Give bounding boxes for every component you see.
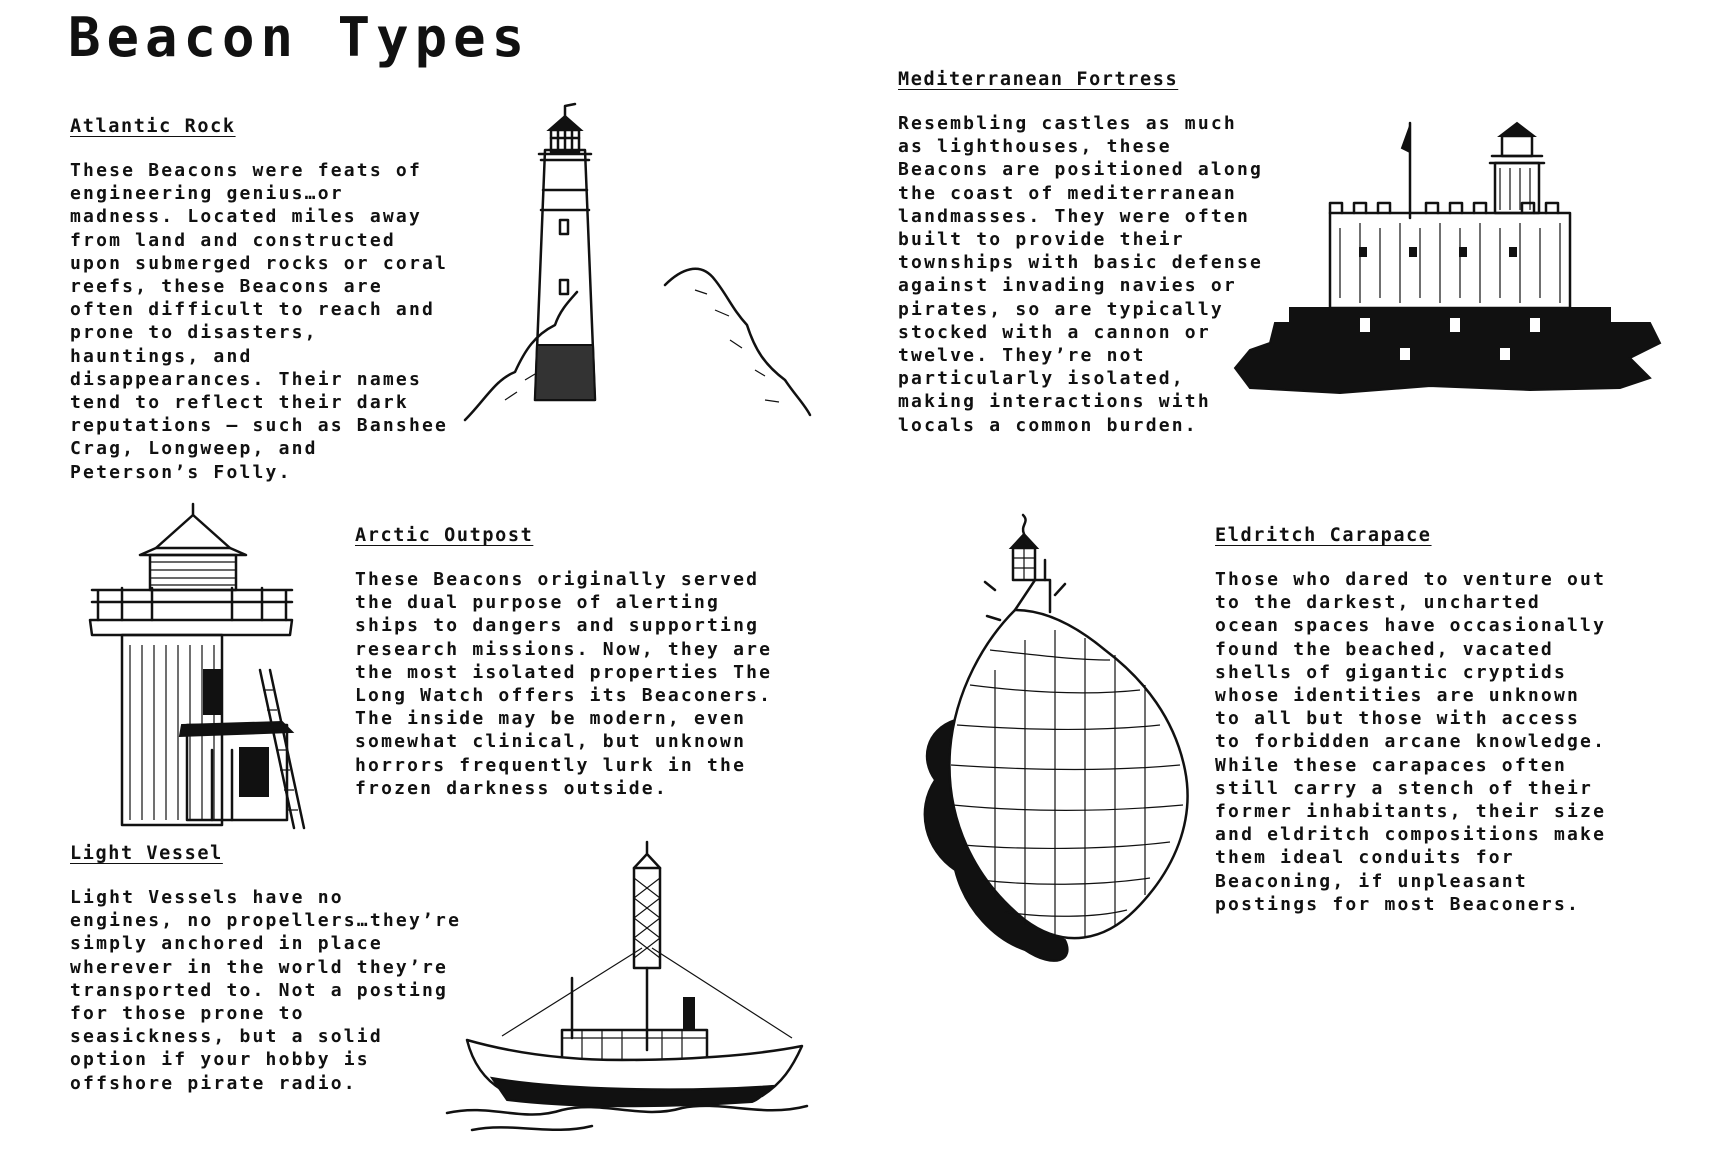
section-heading: Arctic Outpost [355,525,534,546]
section-eldritch-carapace [1215,525,1606,916]
section-body: Those who dared to venture out to the darkest, uncharted ocean spaces have occasionally found the beached, vacated shells of gigantic cryptids whose identities are unknown to all but those with access to forbidden arcane knowledge. While these carapaces often still carry a stench of their former inhabitants, their size and eldritch compositions make them ideal conduits for Beaconing, if unpleasant postings for most Beaconers. [1215,569,1607,915]
section-light-vessel [70,843,461,1095]
section-heading: Mediterranean Fortress [898,69,1179,90]
rock-lighthouse-icon [465,110,815,430]
section-body: These Beacons were feats of engineering genius…or madness. Located miles away from land and constructed upon submerged rocks or coral reefs, these Beacons are often difficult to reach and prone to disasters, hauntings, and disappearances. Their names tend to reflect their dark reputations – such as Banshee Crag, Longweep, and Peterson’s Folly. [70,160,449,483]
fortress-lighthouse-icon [1230,118,1670,438]
section-body: These Beacons originally served the dual purpose of alerting ships to dangers and supporting research missions. Now, they are the most isolated properties The Long Watch offers its Beaconers. The inside may be modern, even somewhat clinical, but unknown horrors frequently lurk in the frozen darkness outside. [355,569,773,799]
section-heading: Light Vessel [70,843,223,864]
carapace-lighthouse-icon [895,520,1205,980]
section-mediterranean-fortress [898,69,1263,437]
arctic-outpost-icon [82,510,312,830]
section-arctic-outpost [355,525,772,800]
section-heading: Eldritch Carapace [1215,525,1432,546]
section-body: Light Vessels have no engines, no propellers…they’re simply anchored in place wherever in the world they’re transported to. Not a posting for those prone to seasickness, but a solid option if your hobby is offshore pirate radio. [70,887,462,1094]
light-vessel-icon [462,838,812,1138]
page-title: Beacon Types [68,6,531,69]
section-heading: Atlantic Rock [70,116,236,137]
section-atlantic-rock [70,116,448,484]
section-body: Resembling castles as much as lighthouses, these Beacons are positioned along the coast of mediterranean landmasses. They were often built to provide their townships with basic defense against invading navies or pirates, so are typically stocked with a cannon or twelve. They’re not particularly isolated, making interactions with locals a common burden. [898,113,1264,436]
